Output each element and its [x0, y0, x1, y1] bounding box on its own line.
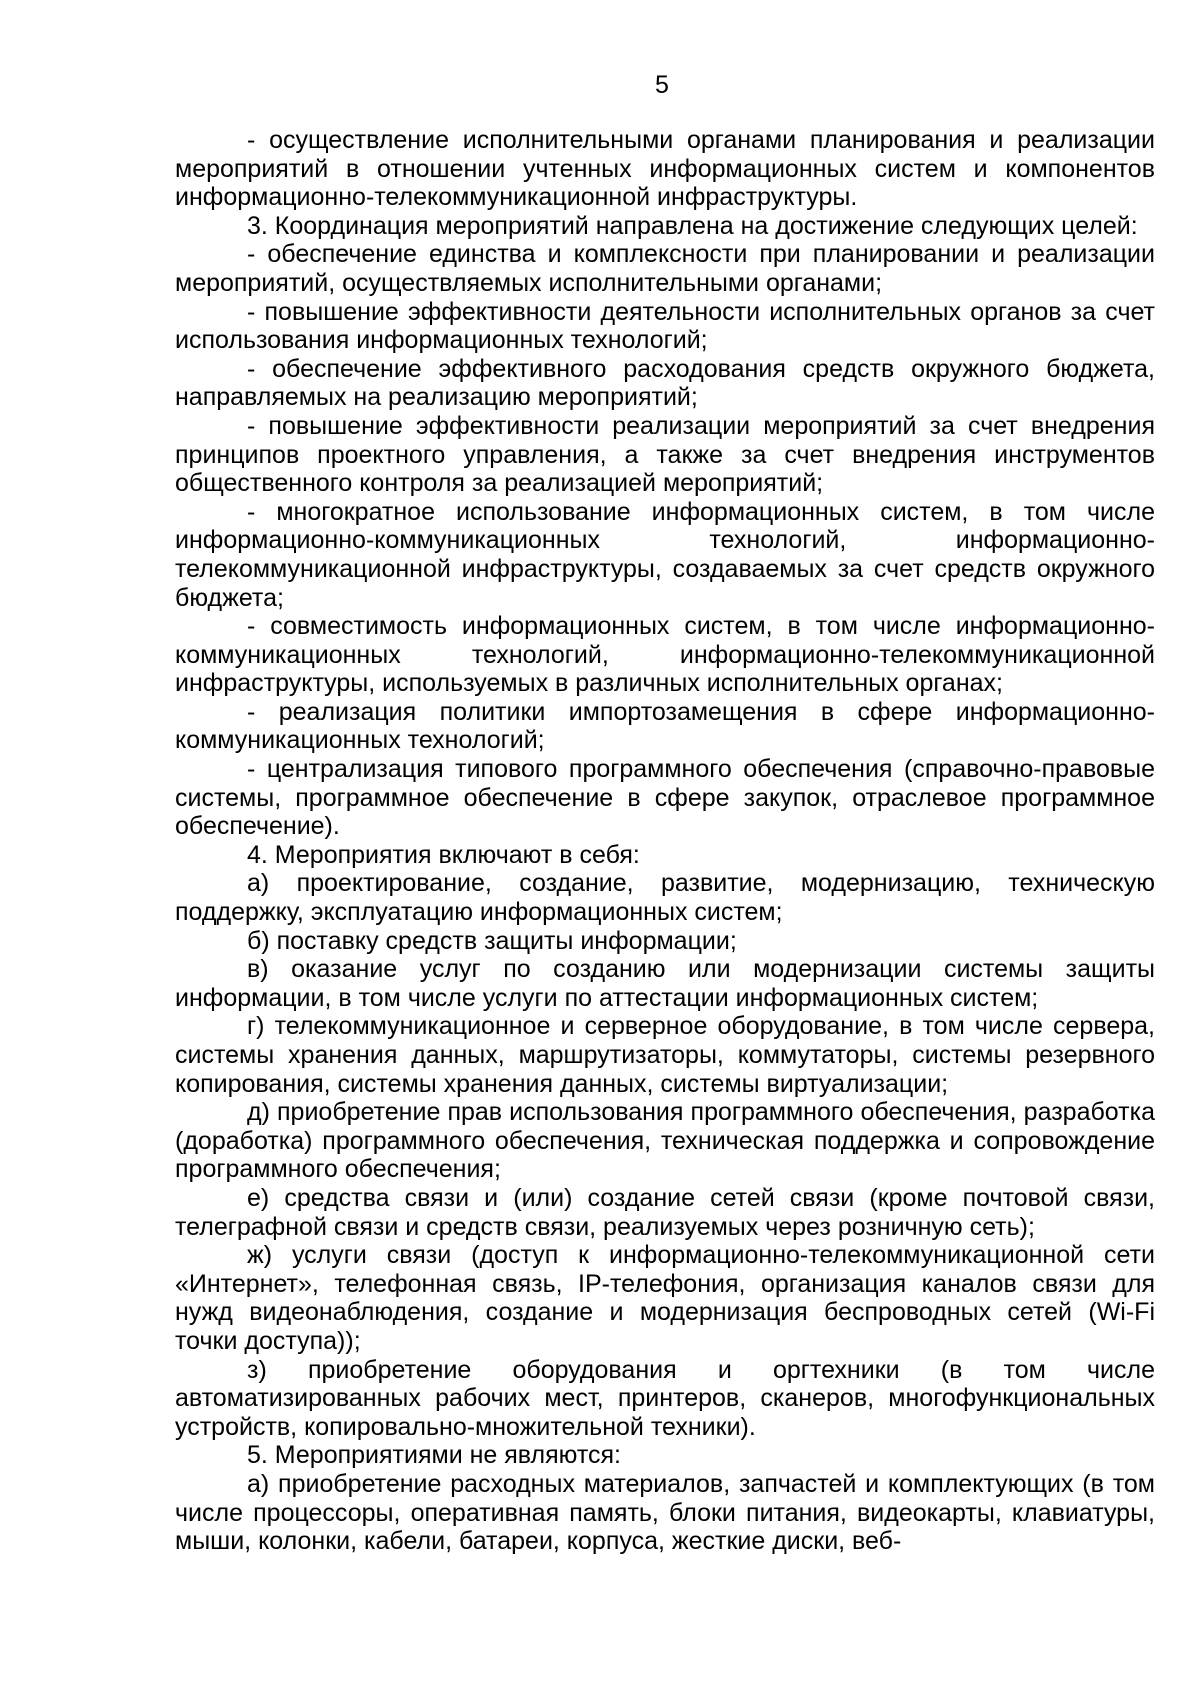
- paragraph-section-4-heading: 4. Мероприятия включают в себя:: [247, 840, 640, 869]
- paragraph-goal-import-substitution: - реализация политики импортозамещения в сфере информационно-коммуникационных технологий;: [175, 697, 1155, 755]
- paragraph-goal-efficiency: - повышение эффективности деятельности исполнительных органов за счет использования информационных технологий;: [175, 297, 1155, 355]
- paragraph-item-a: а) проектирование, создание, развитие, модернизацию, техническую поддержку, эксплуатацию информационных систем;: [175, 869, 1155, 927]
- paragraph-goal-compatibility: - совместимость информационных систем, в том числе информационно-коммуникационных технологий, информационно-телекоммуникационной инфраструктуры, используемых в различных исполнительных органах;: [175, 612, 1155, 698]
- paragraph-goal-project-management: - повышение эффективности реализации мероприятий за счет внедрения принципов проектного управления, а также за счет внедрения инструментов общественного контроля за реализацией мероприятий;: [175, 411, 1155, 498]
- paragraph-exclusion-a: а) приобретение расходных материалов, запчастей и комплектующих (в том числе процессоры, оперативная память, блоки питания, видеокарты, клавиатуры, мыши, колонки, кабели, батареи, корпуса, жесткие диски, веб-: [175, 1469, 1155, 1556]
- page-number: 5: [655, 71, 669, 99]
- paragraph-section-3-heading: 3. Координация мероприятий направлена на достижение следующих целей:: [247, 211, 1138, 240]
- paragraph-section-5-heading: 5. Мероприятиями не являются:: [247, 1441, 621, 1470]
- paragraph-item-zh: ж) услуги связи (доступ к информационно-телекоммуникационной сети «Интернет», телефонная связь, IP-телефония, организация каналов связи для нужд видеонаблюдения, создание и модернизация беспроводных сетей (Wi-Fi точки доступа));: [175, 1241, 1155, 1355]
- paragraph-goal-centralization: - централизация типового программного обеспечения (справочно-правовые системы, программное обеспечение в сфере закупок, отраслевое программное обеспечение).: [175, 755, 1155, 841]
- paragraph-goal-budget: - обеспечение эффективного расходования средств окружного бюджета, направляемых на реализацию мероприятий;: [175, 354, 1155, 412]
- paragraph-item-v: в) оказание услуг по созданию или модернизации системы защиты информации, в том числе услуги по аттестации информационных систем;: [175, 955, 1155, 1012]
- paragraph-item-b: б) поставку средств защиты информации;: [247, 926, 737, 955]
- paragraph-item-d: д) приобретение прав использования программного обеспечения, разработка (доработка) программного обеспечения, техническая поддержка и сопровождение программного обеспечения;: [175, 1098, 1155, 1184]
- paragraph-item-e: е) средства связи и (или) создание сетей связи (кроме почтовой связи, телеграфной связи и средств связи, реализуемых через розничную сеть);: [175, 1183, 1155, 1241]
- paragraph-item-implementation: - осуществление исполнительными органами планирования и реализации мероприятий в отношении учтенных информационных систем и компонентов информационно-телекоммуникационной инфраструктуры.: [175, 126, 1155, 212]
- paragraph-goal-unity: - обеспечение единства и комплексности при планировании и реализации мероприятий, осуществляемых исполнительными органами;: [175, 240, 1155, 297]
- document-body: [175, 126, 1155, 1556]
- paragraph-item-g: г) телекоммуникационное и серверное оборудование, в том числе сервера, системы хранения данных, маршрутизаторы, коммутаторы, системы резервного копирования, системы хранения данных, системы виртуализации;: [175, 1012, 1155, 1098]
- paragraph-item-z: з) приобретение оборудования и оргтехники (в том числе автоматизированных рабочих мест, принтеров, сканеров, многофункциональных устройств, копировально-множительной техники).: [175, 1355, 1155, 1441]
- paragraph-goal-reuse: - многократное использование информационных систем, в том числе информационно-коммуникационных технологий, информационно-телекоммуникационной инфраструктуры, создаваемых за счет средств окружного бюджета;: [175, 497, 1155, 612]
